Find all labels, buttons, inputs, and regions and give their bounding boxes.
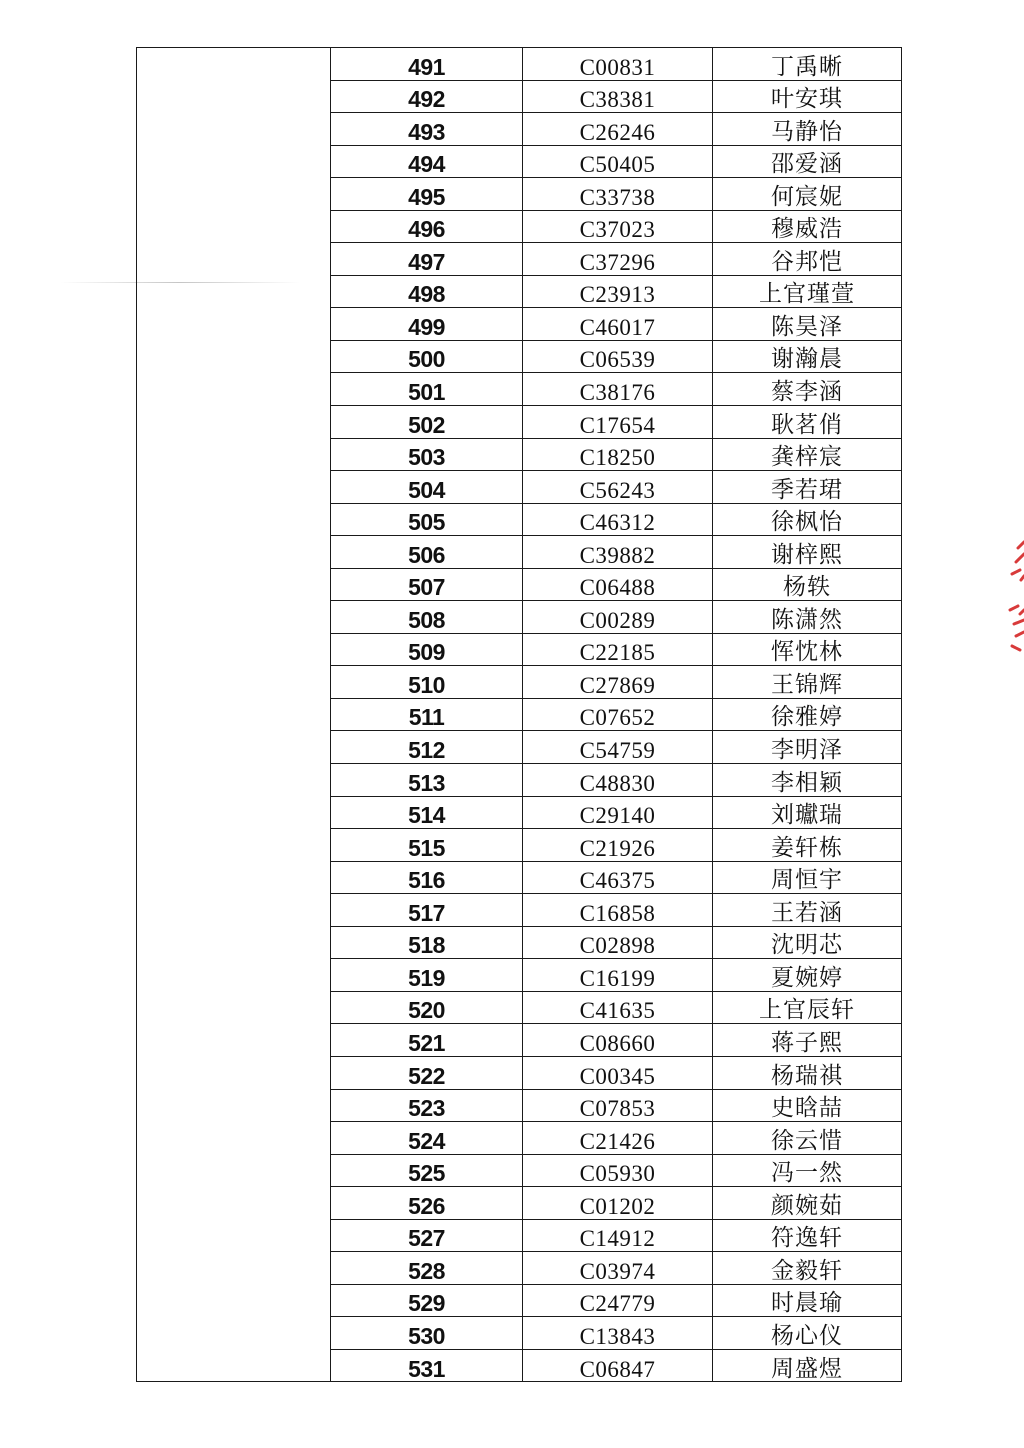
row-number: 516 — [408, 867, 445, 894]
row-number: 507 — [408, 574, 445, 601]
table-row — [331, 81, 901, 114]
table-row — [331, 1350, 901, 1383]
candidate-code: C48830 — [522, 764, 712, 796]
candidate-code: C29140 — [522, 797, 712, 829]
row-number: 500 — [408, 346, 445, 373]
candidate-code: C41635 — [522, 992, 712, 1024]
table-row — [331, 1057, 901, 1090]
table-row — [331, 601, 901, 634]
table-row — [331, 1317, 901, 1350]
table-row — [331, 211, 901, 244]
table-row — [331, 48, 901, 81]
candidate-name: 季若珺 — [712, 471, 901, 503]
row-number: 520 — [408, 997, 445, 1024]
candidate-name: 陈昊泽 — [712, 308, 901, 340]
candidate-name: 沈明芯 — [712, 927, 901, 959]
table-row — [331, 341, 901, 374]
table-row — [331, 1155, 901, 1188]
row-number: 501 — [408, 379, 445, 406]
table-row — [331, 829, 901, 862]
table-row — [331, 178, 901, 211]
row-number: 513 — [408, 769, 445, 796]
table-row — [331, 731, 901, 764]
table-row — [331, 1252, 901, 1285]
candidate-name: 穆威浩 — [712, 211, 901, 243]
red-stamp-fragment — [998, 540, 1024, 660]
table-row — [331, 406, 901, 439]
candidate-name: 徐雅婷 — [712, 699, 901, 731]
row-number: 523 — [408, 1095, 445, 1122]
candidate-name: 蔡李涵 — [712, 373, 901, 405]
candidate-code: C50405 — [522, 146, 712, 178]
row-number: 491 — [408, 53, 445, 80]
candidate-code: C33738 — [522, 178, 712, 210]
candidate-code: C27869 — [522, 666, 712, 698]
candidate-code: C16858 — [522, 894, 712, 926]
candidate-code: C37023 — [522, 211, 712, 243]
table-row — [331, 113, 901, 146]
row-number: 497 — [408, 248, 445, 275]
table-row — [331, 1220, 901, 1253]
row-number: 525 — [408, 1160, 445, 1187]
row-number: 505 — [408, 509, 445, 536]
table-row — [331, 471, 901, 504]
candidate-name: 龚梓宸 — [712, 439, 901, 471]
candidate-code: C13843 — [522, 1317, 712, 1349]
table-row — [331, 927, 901, 960]
row-number: 521 — [408, 1029, 445, 1056]
candidate-code: C24779 — [522, 1285, 712, 1317]
candidate-name: 杨心仪 — [712, 1317, 901, 1349]
row-number: 529 — [408, 1290, 445, 1317]
candidate-code: C26246 — [522, 113, 712, 145]
row-number: 515 — [408, 834, 445, 861]
candidate-name: 符逸轩 — [712, 1220, 901, 1252]
candidate-code: C22185 — [522, 634, 712, 666]
candidate-name: 李相颖 — [712, 764, 901, 796]
row-number: 522 — [408, 1062, 445, 1089]
row-number: 518 — [408, 932, 445, 959]
candidate-name: 蒋子熙 — [712, 1024, 901, 1056]
candidate-code: C00345 — [522, 1057, 712, 1089]
candidate-name: 冯一然 — [712, 1155, 901, 1187]
candidate-code: C21426 — [522, 1122, 712, 1154]
table-row — [331, 862, 901, 895]
table-row — [331, 1122, 901, 1155]
candidate-name: 马静怡 — [712, 113, 901, 145]
candidate-name: 杨瑞祺 — [712, 1057, 901, 1089]
candidate-code: C39882 — [522, 536, 712, 568]
candidate-code: C46312 — [522, 504, 712, 536]
row-number: 509 — [408, 639, 445, 666]
row-number: 493 — [408, 118, 445, 145]
row-number: 504 — [408, 476, 445, 503]
table-row — [331, 1024, 901, 1057]
candidate-name: 姜轩栋 — [712, 829, 901, 861]
row-number: 519 — [408, 964, 445, 991]
candidate-name: 丁禹晰 — [712, 48, 901, 80]
candidate-name: 金毅轩 — [712, 1252, 901, 1284]
table-row — [331, 666, 901, 699]
candidate-name: 王锦辉 — [712, 666, 901, 698]
table-row — [331, 569, 901, 602]
row-number: 492 — [408, 86, 445, 113]
candidate-name: 徐枫怡 — [712, 504, 901, 536]
candidate-code: C18250 — [522, 439, 712, 471]
table-row — [331, 373, 901, 406]
row-number: 512 — [408, 737, 445, 764]
table-row — [331, 634, 901, 667]
candidate-name: 上官辰轩 — [712, 992, 901, 1024]
row-number: 531 — [408, 1356, 445, 1383]
candidate-name: 恽忱林 — [712, 634, 901, 666]
candidate-code: C07652 — [522, 699, 712, 731]
candidate-name: 刘瓛瑞 — [712, 797, 901, 829]
candidate-code: C14912 — [522, 1220, 712, 1252]
row-number: 499 — [408, 313, 445, 340]
table-row — [331, 797, 901, 830]
row-number: 494 — [408, 151, 445, 178]
list-table — [136, 47, 902, 1382]
candidate-code: C00289 — [522, 601, 712, 633]
row-number: 503 — [408, 444, 445, 471]
table-body — [331, 48, 901, 1381]
row-number: 498 — [408, 281, 445, 308]
candidate-name: 颜婉茹 — [712, 1187, 901, 1219]
row-number: 528 — [408, 1257, 445, 1284]
candidate-name: 周恒宇 — [712, 862, 901, 894]
table-row — [331, 1187, 901, 1220]
table-row — [331, 764, 901, 797]
candidate-code: C16199 — [522, 959, 712, 991]
candidate-code: C07853 — [522, 1090, 712, 1122]
candidate-name: 周盛煜 — [712, 1350, 901, 1383]
candidate-name: 叶安琪 — [712, 81, 901, 113]
candidate-code: C46017 — [522, 308, 712, 340]
candidate-code: C54759 — [522, 731, 712, 763]
table-row — [331, 894, 901, 927]
candidate-code: C37296 — [522, 243, 712, 275]
candidate-code: C56243 — [522, 471, 712, 503]
merged-category-cell — [137, 48, 331, 1381]
row-number: 508 — [408, 606, 445, 633]
candidate-code: C17654 — [522, 406, 712, 438]
candidate-code: C00831 — [522, 48, 712, 80]
table-row — [331, 504, 901, 537]
candidate-name: 李明泽 — [712, 731, 901, 763]
table-row — [331, 276, 901, 309]
candidate-code: C06488 — [522, 569, 712, 601]
row-number: 496 — [408, 216, 445, 243]
table-row — [331, 1285, 901, 1318]
candidate-name: 徐云惜 — [712, 1122, 901, 1154]
candidate-name: 时晨瑜 — [712, 1285, 901, 1317]
row-number: 495 — [408, 183, 445, 210]
candidate-code: C46375 — [522, 862, 712, 894]
table-row — [331, 243, 901, 276]
candidate-name: 耿茗俏 — [712, 406, 901, 438]
table-row — [331, 699, 901, 732]
table-row — [331, 536, 901, 569]
row-number: 506 — [408, 541, 445, 568]
row-number: 527 — [408, 1225, 445, 1252]
row-number: 511 — [408, 704, 445, 731]
candidate-code: C02898 — [522, 927, 712, 959]
table-row — [331, 308, 901, 341]
table-row — [331, 992, 901, 1025]
candidate-code: C05930 — [522, 1155, 712, 1187]
candidate-name: 谷邦恺 — [712, 243, 901, 275]
candidate-code: C06847 — [522, 1350, 712, 1383]
candidate-name: 何宸妮 — [712, 178, 901, 210]
row-number: 502 — [408, 411, 445, 438]
candidate-name: 谢梓熙 — [712, 536, 901, 568]
candidate-name: 杨轶 — [712, 569, 901, 601]
row-number: 517 — [408, 899, 445, 926]
candidate-code: C21926 — [522, 829, 712, 861]
candidate-name: 史晗喆 — [712, 1090, 901, 1122]
candidate-name: 王若涵 — [712, 894, 901, 926]
candidate-code: C01202 — [522, 1187, 712, 1219]
table-row — [331, 1090, 901, 1123]
table-row — [331, 959, 901, 992]
candidate-name: 陈潇然 — [712, 601, 901, 633]
table-row — [331, 439, 901, 472]
row-number: 526 — [408, 1192, 445, 1219]
row-number: 510 — [408, 671, 445, 698]
candidate-code: C06539 — [522, 341, 712, 373]
candidate-name: 邵爱涵 — [712, 146, 901, 178]
candidate-code: C38176 — [522, 373, 712, 405]
row-number: 514 — [408, 802, 445, 829]
candidate-name: 上官瑾萱 — [712, 276, 901, 308]
candidate-code: C23913 — [522, 276, 712, 308]
row-number: 524 — [408, 1127, 445, 1154]
candidate-name: 夏婉婷 — [712, 959, 901, 991]
row-number: 530 — [408, 1322, 445, 1349]
table-row — [331, 146, 901, 179]
candidate-code: C08660 — [522, 1024, 712, 1056]
candidate-name: 谢瀚晨 — [712, 341, 901, 373]
candidate-code: C03974 — [522, 1252, 712, 1284]
candidate-code: C38381 — [522, 81, 712, 113]
